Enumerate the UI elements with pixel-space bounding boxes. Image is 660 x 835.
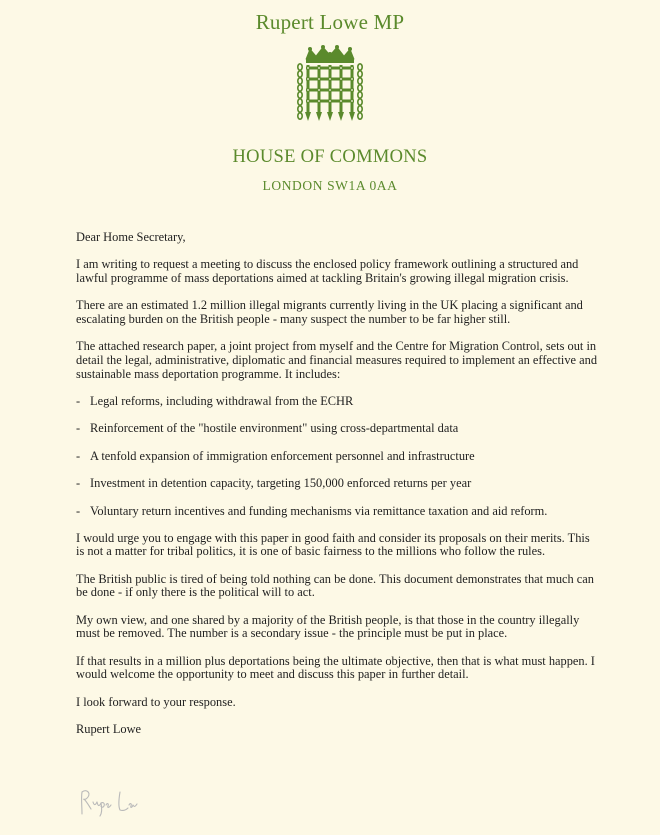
letterhead — [0, 0, 660, 205]
bullet-dash: - — [76, 393, 81, 408]
list-item — [76, 477, 601, 491]
letter-body — [76, 231, 601, 751]
salutation: Dear Home Secretary, — [76, 230, 186, 244]
paragraph-public: The British public is tired of being told nothing can be done. This document demonstrates that much can be done - if only there is the political will to act. — [76, 571, 595, 600]
list-item — [76, 422, 601, 436]
list-item-text: A tenfold expansion of immigration enforcement personnel and infrastructure — [90, 448, 475, 463]
paragraph-closing: I look forward to your response. — [76, 694, 236, 709]
list-item-text: Investment in detention capacity, targeting 150,000 enforced returns per year — [90, 476, 472, 491]
paragraph-urge: I would urge you to engage with this paper in good faith and consider its proposals on their merits. This is not a matter for tribal politics, it is one of basic fairness to the millions who follow the rules. — [76, 530, 590, 559]
list-item-text: Legal reforms, including withdrawal from the ECHR — [90, 393, 354, 408]
paragraph-objective: If that results in a million plus deportations being the ultimate objective, then that is what must happen. I would welcome the opportunity to meet and discuss this paper in further detail. — [76, 653, 595, 682]
bullet-dash: - — [76, 421, 81, 436]
bullet-dash: - — [76, 476, 81, 491]
measures-list — [76, 395, 601, 518]
bullet-dash: - — [76, 503, 81, 518]
mp-name: Rupert Lowe MP — [255, 10, 405, 34]
paragraph-estimate: There are an estimated 1.2 million illegal migrants currently living in the UK placing a significant and escalating burden on the British people - many suspect the number to be far higher still. — [76, 298, 583, 326]
paragraph-research: The attached research paper, a joint project from myself and the Centre for Migration Control, sets out in detail the legal, administrative, diplomatic and financial measures required to implement an effective and sustainable mass deportation programme. It includes: — [76, 339, 598, 381]
bullet-dash: - — [76, 448, 81, 463]
house-name: HOUSE OF COMMONS — [232, 147, 428, 167]
address: LONDON SW1A 0AA — [262, 178, 398, 193]
paragraph-view: My own view, and one shared by a majority of the British people, is that those in the country illegally must be removed. The number is a secondary issue - the principle must be put in place. — [76, 612, 580, 641]
list-item-text: Reinforcement of the "hostile environment" using cross-departmental data — [90, 421, 459, 436]
list-item — [76, 395, 601, 409]
list-item — [76, 450, 601, 464]
sign-off-name: Rupert Lowe — [76, 722, 142, 737]
list-item — [76, 505, 601, 519]
portcullis-crest-icon — [296, 45, 364, 125]
handwritten-signature-icon — [76, 786, 140, 818]
paragraph-request: I am writing to request a meeting to discuss the enclosed policy framework outlining a structured and lawful programme of mass deportations aimed at tackling Britain's growing illegal migration crisis. — [76, 257, 579, 285]
list-item-text: Voluntary return incentives and funding mechanisms via remittance taxation and aid reform. — [90, 503, 548, 518]
